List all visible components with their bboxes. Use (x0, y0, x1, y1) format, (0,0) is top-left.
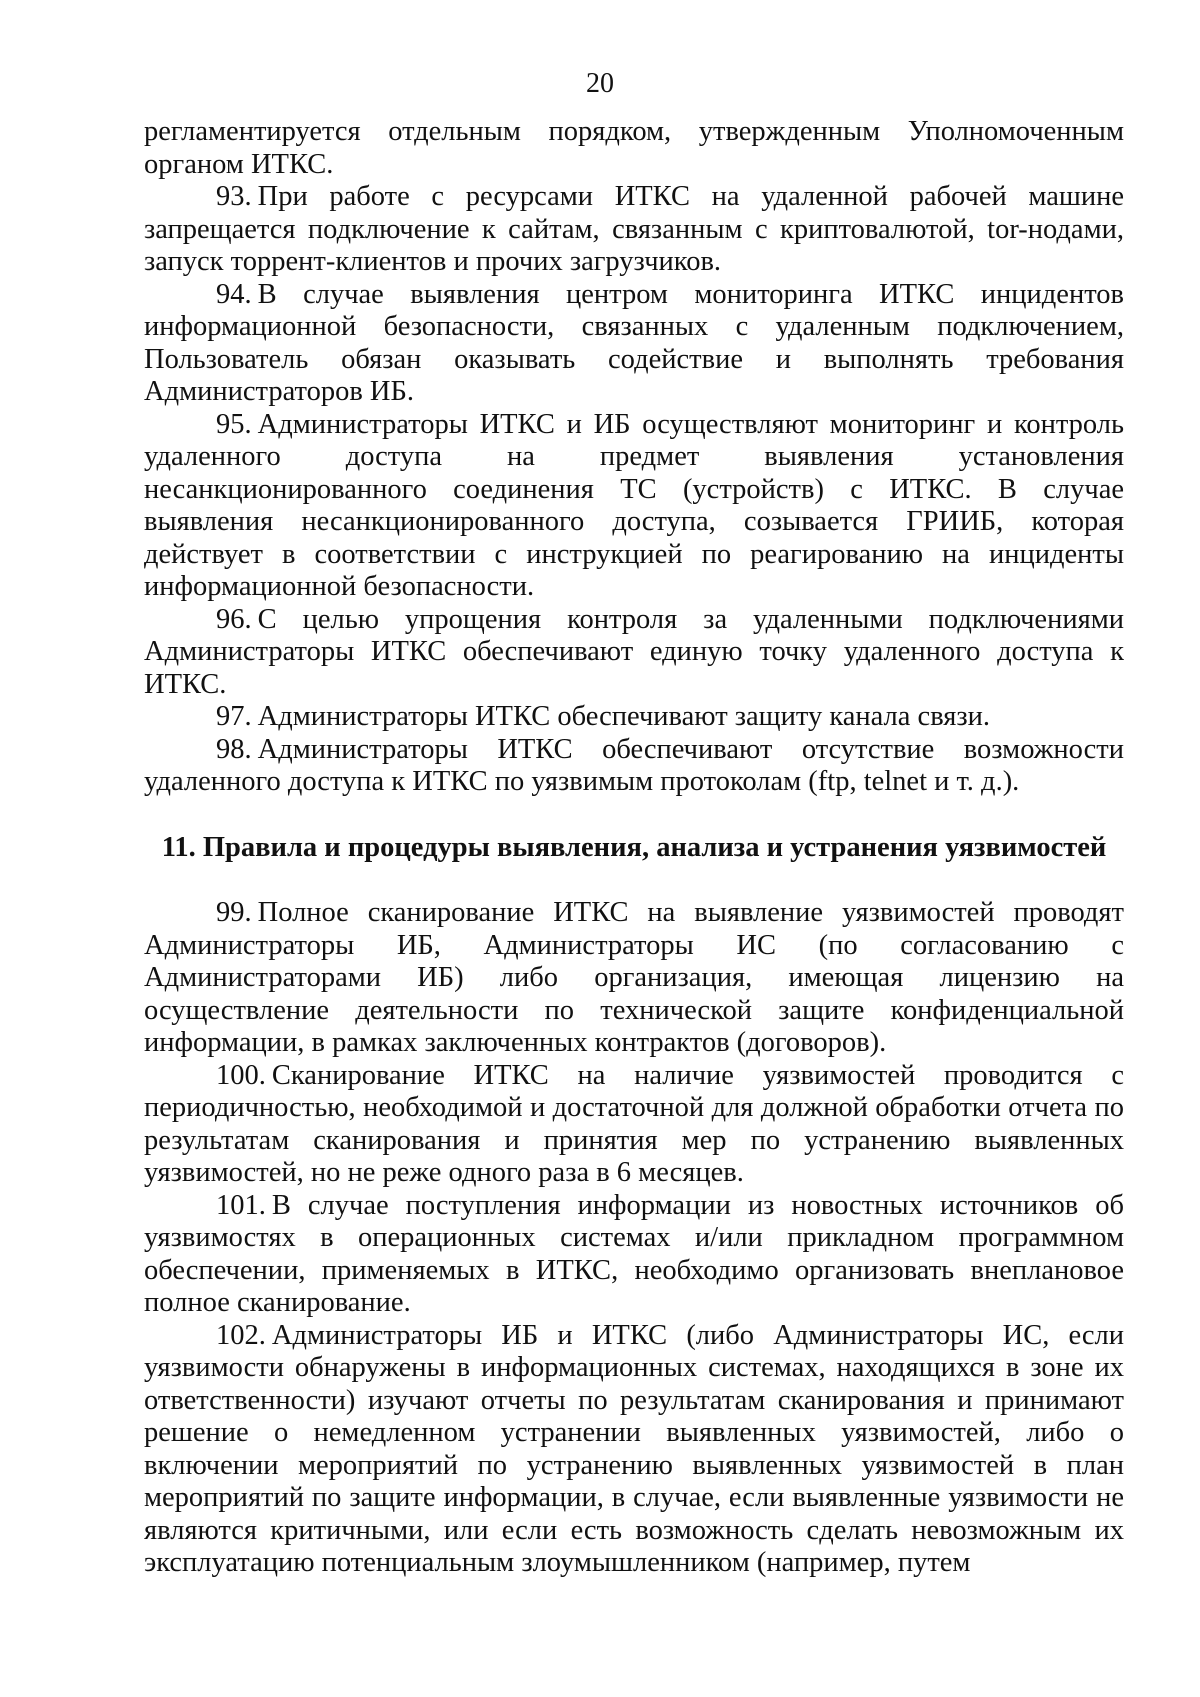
paragraph-number: 97. (216, 701, 252, 732)
paragraph-number: 98. (216, 733, 252, 765)
paragraph-number: 99. (216, 897, 252, 928)
paragraph-number: 102. (216, 1319, 266, 1351)
paragraph-text: Администраторы ИБ и ИТКС (либо Администраторы ИС, если уязвимости обнаружены в информационных системах, находящихся в зоне их ответственности) изучают отчеты по результатам сканирования и принимают решение о немедленном устранении выявленных уязвимостей, либо о включении мероприятий по устранению выявленных уязвимостей в план мероприятий по защите информации, в случае, если выявленные уязвимости не являются критичными, или если есть возможность сделать невозможным их эксплуатацию потенциальным злоумышленником (например, путем (144, 1319, 1124, 1578)
paragraph-100 (144, 1060, 1124, 1190)
document-body (144, 116, 1124, 1580)
paragraph-text: С целью упрощения контроля за удаленными подключениями Администраторы ИТКС обеспечивают единую точку удаленного доступа к ИТКС. (144, 603, 1124, 700)
paragraph-text: При работе с ресурсами ИТКС на удаленной рабочей машине запрещается подключение к сайтам, связанным с криптовалютой, tor-нодами, запуск торрент-клиентов и прочих загрузчиков. (144, 181, 1124, 277)
paragraph-number: 100. (216, 1059, 266, 1091)
paragraph-102 (144, 1320, 1124, 1580)
paragraph-101 (144, 1190, 1124, 1320)
paragraph-text: Сканирование ИТКС на наличие уязвимостей проводится с периодичностью, необходимой и достаточной для должной обработки отчета по результатам сканирования и принятия мер по устранению выявленных уязвимостей, но не реже одного раза в 6 месяцев. (144, 1059, 1124, 1188)
paragraph-text: Администраторы ИТКС обеспечивают защиту канала связи. (257, 701, 991, 732)
paragraph-93 (144, 181, 1124, 279)
paragraph-96 (144, 604, 1124, 702)
paragraph-number: 94. (216, 278, 252, 310)
section-heading: 11. Правила и процедуры выявления, анализа и устранения уязвимостей (161, 831, 1107, 863)
paragraph-text: В случае выявления центром мониторинга ИТКС инцидентов информационной безопасности, связанных с удаленным подключением, Пользователь обязан оказывать содействие и выполнять требования Администраторов ИБ. (144, 278, 1124, 407)
paragraph-text: регламентируется отдельным порядком, утвержденным Уполномоченным органом ИТКС. (144, 116, 1124, 180)
paragraph-97 (144, 701, 1124, 734)
paragraph-number: 93. (216, 181, 252, 212)
paragraph-text: В случае поступления информации из новостных источников об уязвимостях в операционных системах и/или прикладном программном обеспечении, применяемых в ИТКС, необходимо организовать внеплановое полное сканирование. (144, 1189, 1124, 1318)
paragraph-continuation (144, 116, 1124, 181)
paragraph-94 (144, 279, 1124, 409)
paragraph-number: 95. (216, 408, 252, 440)
page-number: 20 (586, 68, 614, 99)
paragraph-text: Администраторы ИТКС и ИБ осуществляют мониторинг и контроль удаленного доступа на предмет выявления установления несанкционированного соединения ТС (устройств) с ИТКС. В случае выявления несанкционированного доступа, созывается ГРИИБ, которая действует в соответствии с инструкцией по реагированию на инциденты информационной безопасности. (144, 408, 1124, 602)
paragraph-95 (144, 409, 1124, 604)
paragraph-99 (144, 897, 1124, 1060)
paragraph-text: Полное сканирование ИТКС на выявление уязвимостей проводят Администраторы ИБ, Администраторы ИС (по согласованию с Администраторами ИБ) либо организация, имеющая лицензию на осуществление деятельности по технической защите конфиденциальной информации, в рамках заключенных контрактов (договоров). (144, 897, 1124, 1058)
paragraph-98 (144, 734, 1124, 799)
paragraph-text: Администраторы ИТКС обеспечивают отсутствие возможности удаленного доступа к ИТКС по уязвимым протоколам (ftp, telnet и т. д.). (144, 733, 1124, 797)
paragraph-number: 101. (216, 1189, 266, 1221)
paragraph-number: 96. (216, 603, 252, 635)
